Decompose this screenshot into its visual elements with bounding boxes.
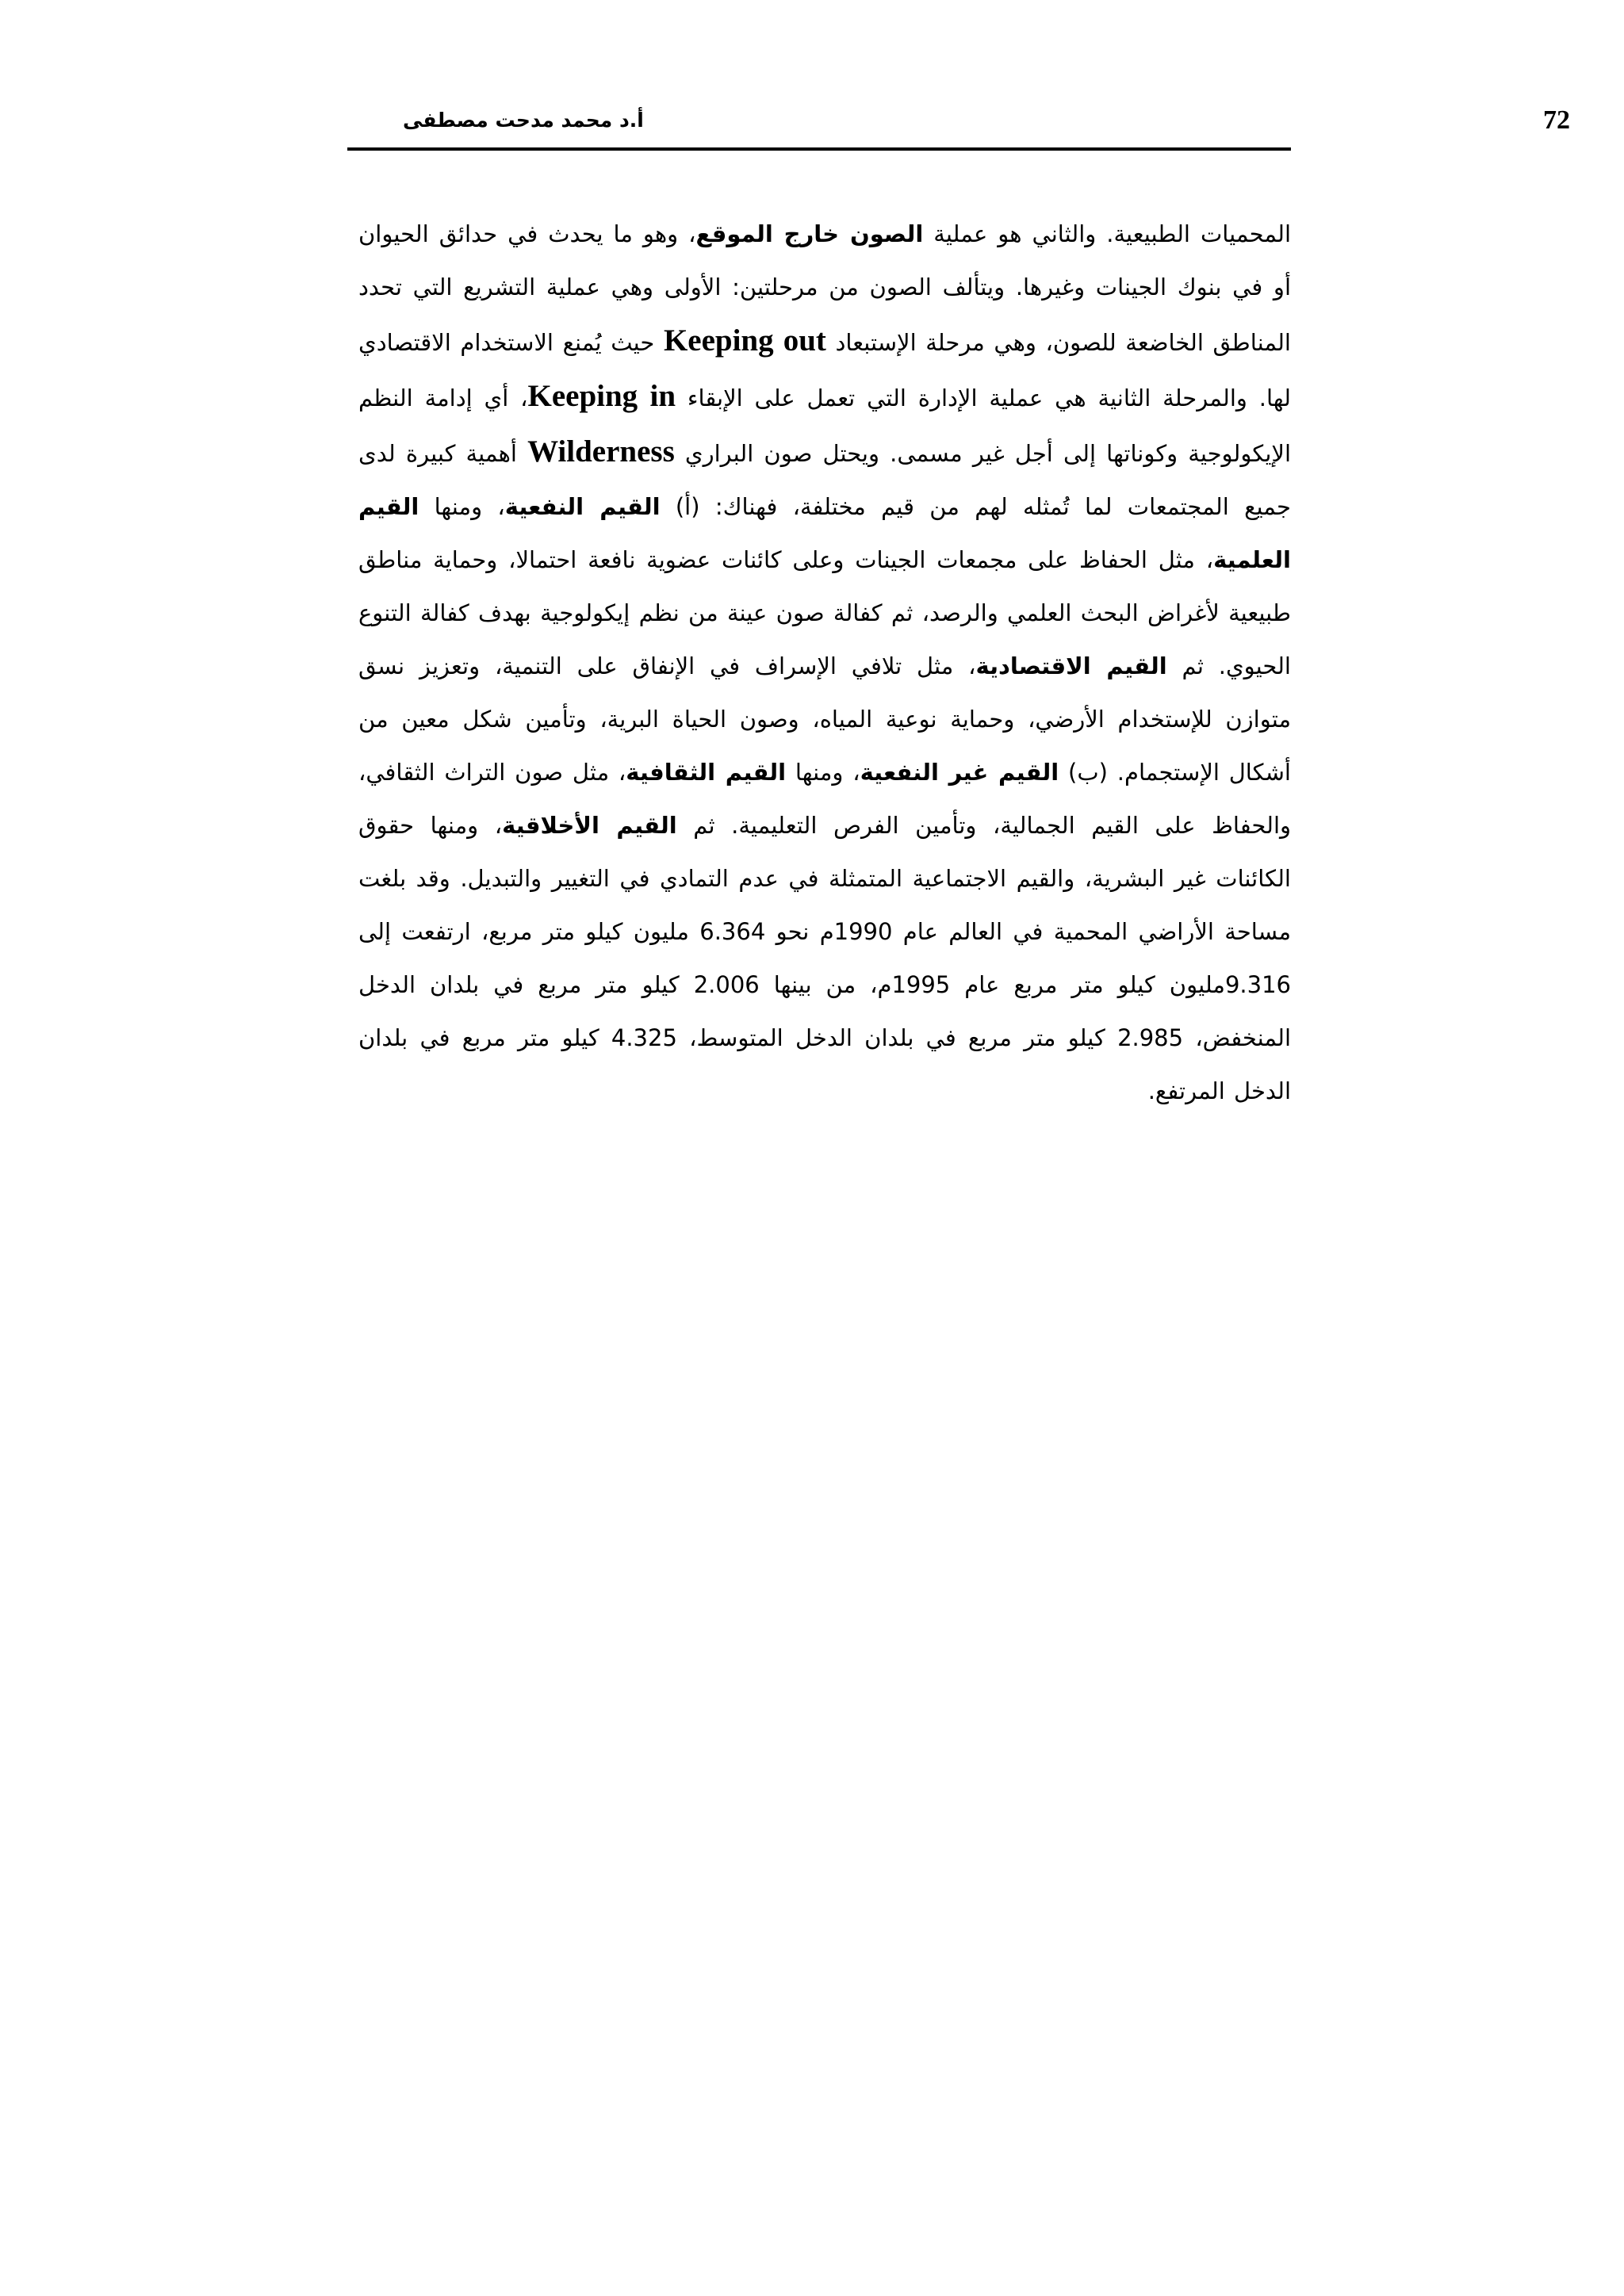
text-segment: ، مثل الحفاظ على مجمعات الجينات وعلى كائنات عضوية نافعة احتمالا، وحماية مناطق طبيعية لأغراض البحث العلمي والرصد، ثم كفالة صون عينة من نظم إيكولوجية بهدف كفالة التنوع الحيوي. ثم bbox=[358, 546, 1291, 679]
text-segment: حيث يُمنع الاستخدام الاقتصادي لها. والمرحلة الثانية هي عملية الإدارة التي تعمل على الإبقاء bbox=[358, 329, 1291, 411]
latin-term-wilderness: Wilderness bbox=[527, 434, 675, 469]
header-rule bbox=[347, 147, 1291, 151]
text-segment: ، مثل صون التراث الثقافي، والحفاظ على القيم الجمالية، وتأمين الفرص التعليمية. ثم bbox=[358, 759, 1292, 839]
body-paragraph bbox=[358, 208, 1291, 1118]
bold-term-non-utilitarian-values: القيم غير النفعية bbox=[860, 759, 1059, 786]
bold-term-economic-values: القيم الاقتصادية bbox=[975, 652, 1167, 679]
text-segment: ، وهو ما يحدث في حدائق الحيوان أو في بنوك الجينات وغيرها. ويتألف الصون من مرحلتين: الأولى وهي عملية التشريع التي تحدد المناطق الخاضعة للصون، وهي مرحلة الإستبعاد bbox=[358, 220, 1291, 356]
latin-term-keeping-in: Keeping in bbox=[527, 379, 676, 413]
latin-term-keeping-out: Keeping out bbox=[663, 323, 826, 358]
text-segment: أهمية كبيرة لدى جميع المجتمعات لما تُمثله لهم من قيم مختلفة، فهناك: (أ) bbox=[358, 440, 1291, 520]
bold-term-utilitarian-values: القيم النفعية bbox=[504, 493, 661, 520]
bold-term-cultural-values: القيم الثقافية bbox=[626, 759, 787, 786]
page-number: 72 bbox=[1543, 105, 1570, 135]
text-segment: ، ومنها bbox=[419, 493, 505, 520]
text-segment: ، ومنها حقوق الكائنات غير البشرية، والقيم الاجتماعية المتمثلة في عدم التمادي في التغيير والتبديل. وقد بلغت مساحة الأراضي المحمية في العالم عام 1990م نحو 6.364 مليون كيلو متر مربع، ارتفعت إلى 9.316مليون كيلو متر مربع عام 1995م، من بينها 2.006 كيلو متر مربع في بلدان الدخل المنخفض، 2.985 كيلو متر مربع في بلدان الدخل المتوسط، 4.325 كيلو متر مربع في بلدان الدخل المرتفع. bbox=[358, 812, 1292, 1104]
text-segment: ، أي إدامة النظم الإيكولوجية وكوناتها إلى أجل غير مسمى. ويحتل صون البراري bbox=[358, 385, 1291, 467]
bold-term-scientific-values: القيم العلمية bbox=[358, 493, 1291, 573]
bold-term-ex-situ-conservation: الصون خارج الموقع bbox=[695, 220, 924, 247]
text-segment: المحميات الطبيعية. والثاني هو عملية bbox=[923, 220, 1292, 247]
page-header bbox=[347, 101, 1570, 147]
running-title: أ.د محمد مدحت مصطفى bbox=[403, 109, 644, 132]
body-text bbox=[358, 208, 1292, 1104]
text-segment: ، ومنها bbox=[786, 759, 860, 786]
text-segment: ، مثل تلافي الإسراف في الإنفاق على التنمية، وتعزيز نسق متوازن للإستخدام الأرضي، وحماية نوعية المياه، وصون الحياة البرية، وتأمين شكل معين من أشكال الإستجمام. (ب) bbox=[358, 652, 1291, 786]
bold-term-ethical-values: القيم الأخلاقية bbox=[502, 812, 677, 839]
